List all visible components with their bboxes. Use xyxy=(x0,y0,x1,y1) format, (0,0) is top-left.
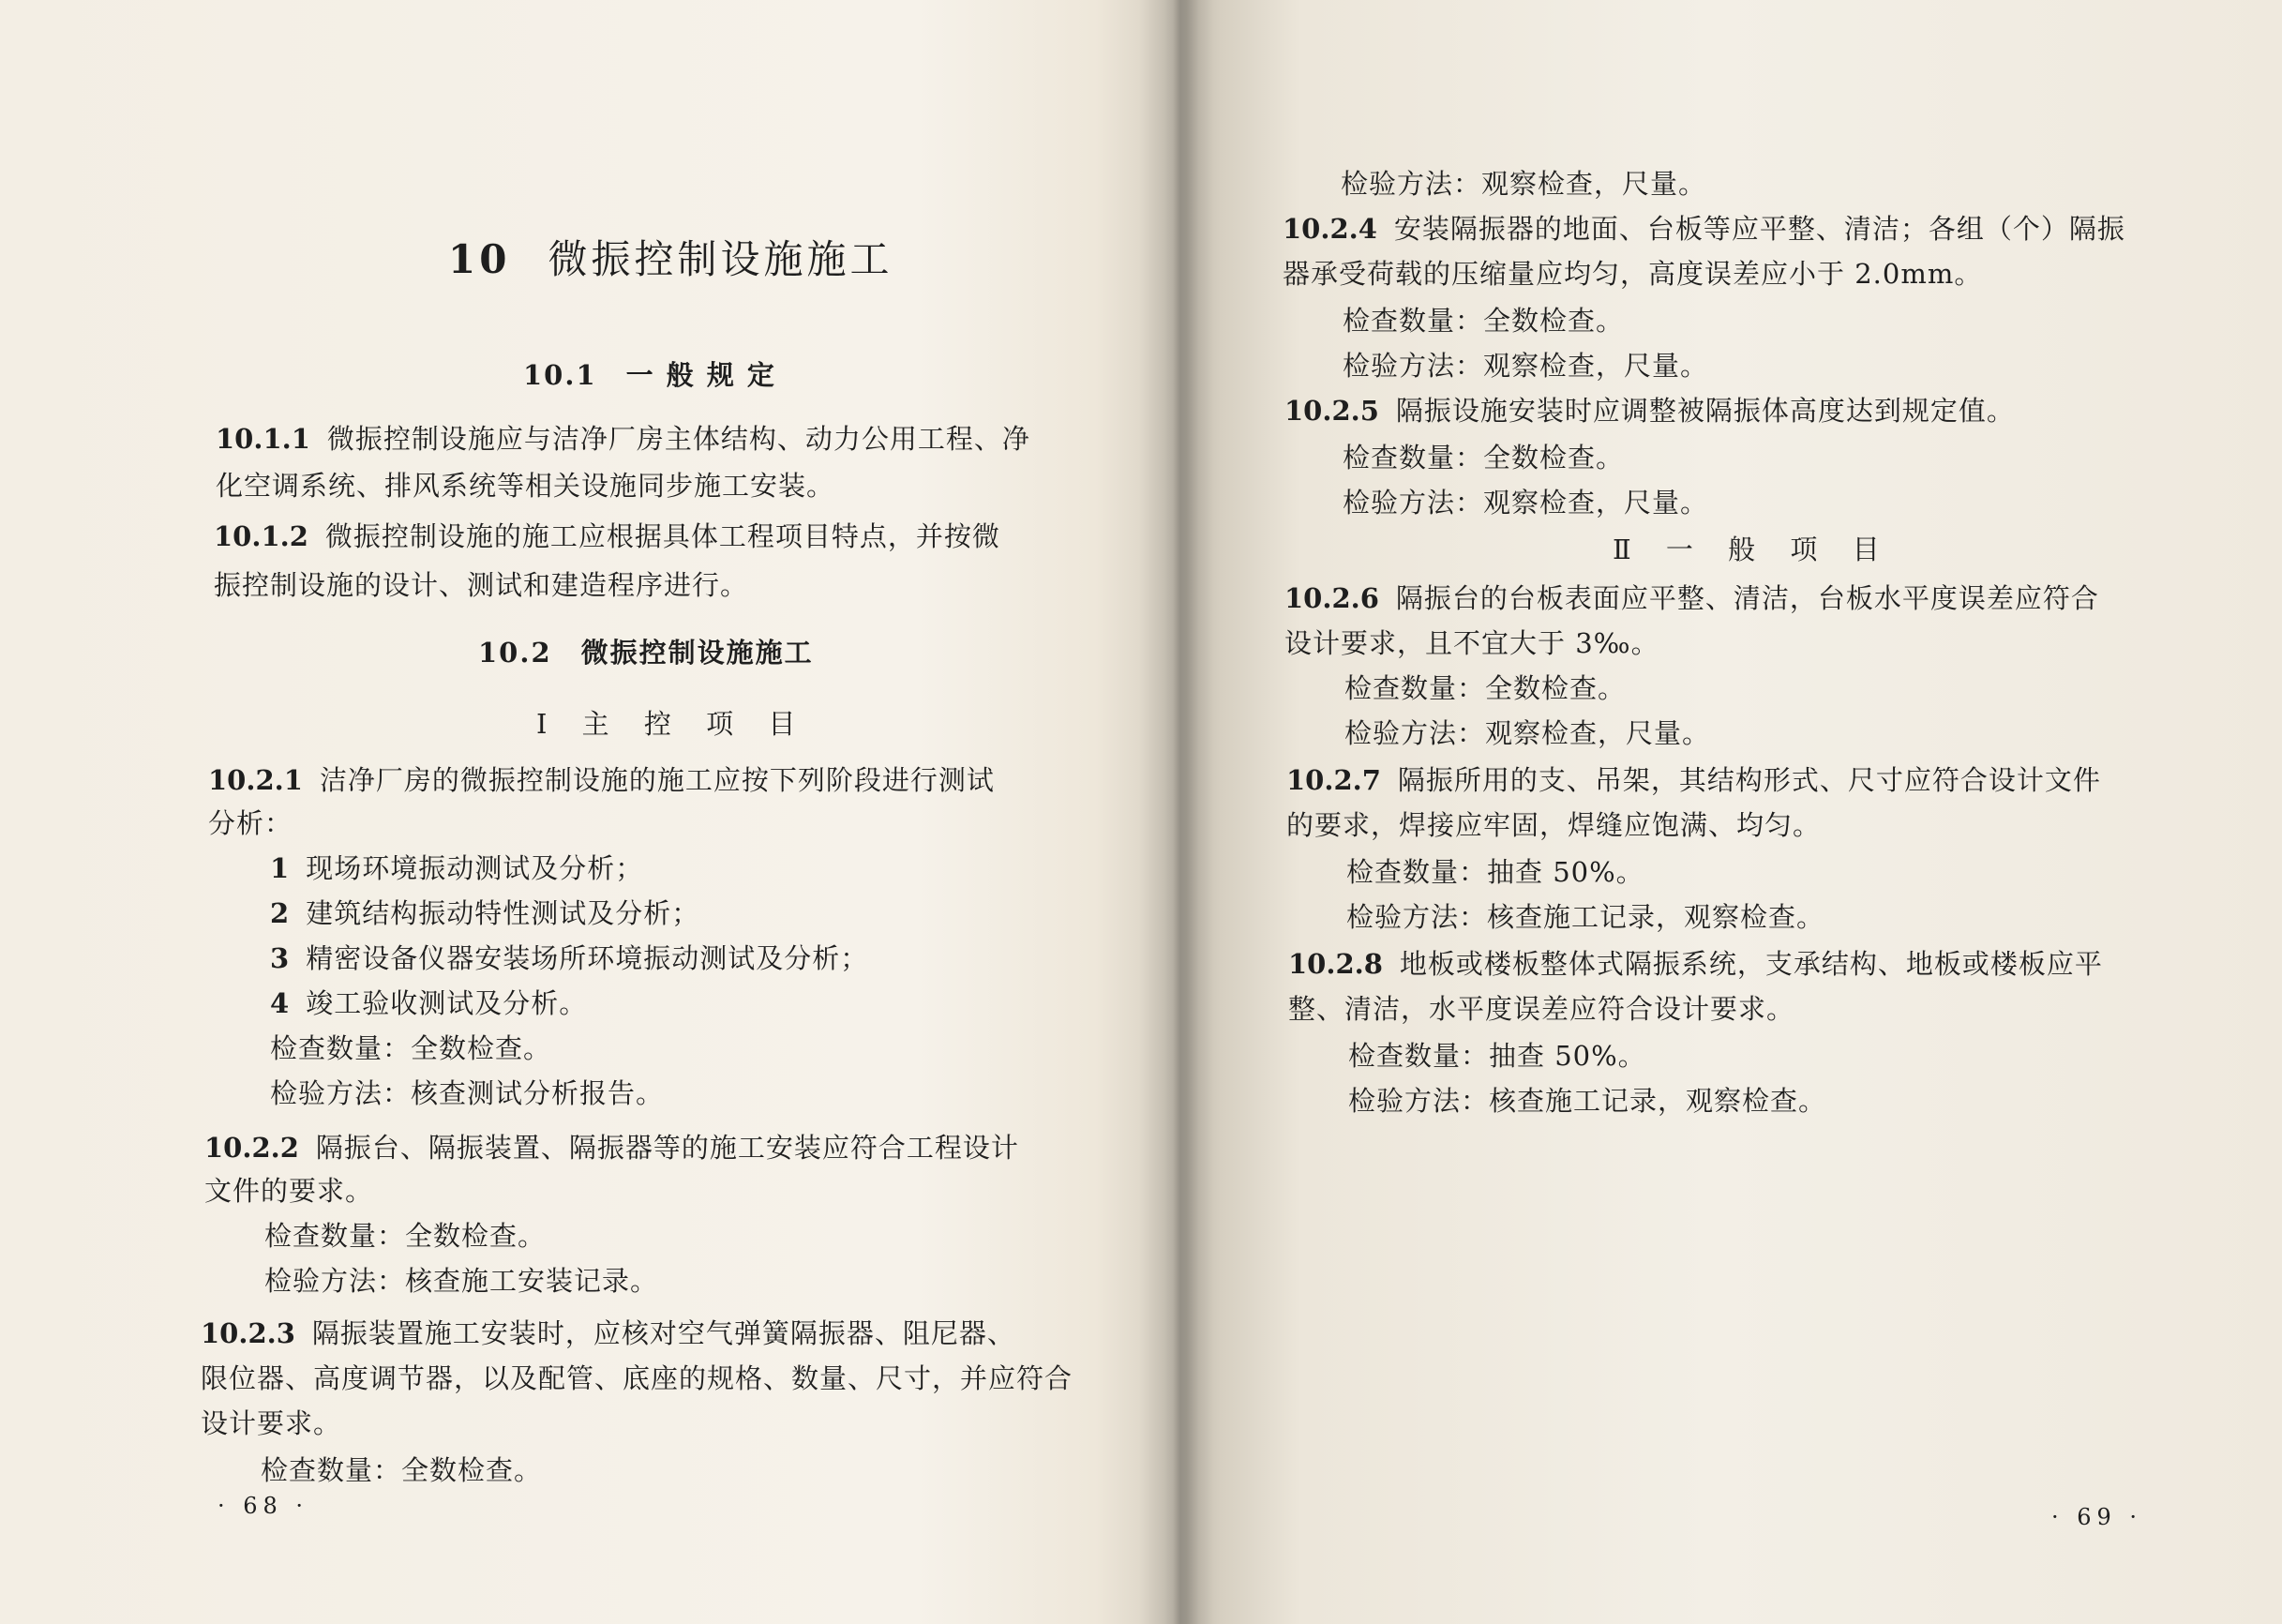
list-item xyxy=(270,850,643,887)
chapter-title: 微振控制设施施工 xyxy=(548,236,893,282)
clause-10-2-3-line2: 限位器、高度调节器，以及配管、底座的规格、数量、尺寸，并应符合 xyxy=(201,1362,1073,1394)
check-quantity: 检查数量：全数检查。 xyxy=(1343,305,1625,337)
clause-10-2-1-line2: 分析： xyxy=(208,807,293,839)
clause-10-1-2-line2: 振控制设施的设计、测试和建造程序进行。 xyxy=(214,569,749,601)
clause-10-2-3-line1 xyxy=(201,1315,1015,1352)
clause-10-2-1-line1 xyxy=(208,761,995,799)
check-quantity: 检查数量：全数检查。 xyxy=(264,1220,547,1252)
check-quantity: 检查数量：全数检查。 xyxy=(270,1032,552,1064)
clause-10-2-5-line1 xyxy=(1284,392,2015,429)
check-method: 检验方法：核查施工安装记录。 xyxy=(264,1265,659,1297)
clause-10-2-8-line2: 整、清洁，水平度误差应符合设计要求。 xyxy=(1288,993,1795,1025)
check-quantity: 检查数量：抽查 50%。 xyxy=(1348,1040,1646,1072)
page-number: · 69 · xyxy=(2051,1504,2143,1530)
subsection-general-items: Ⅱ 一 般 项 目 xyxy=(1613,534,1893,565)
list-item-text: 竣工验收测试及分析。 xyxy=(306,987,588,1019)
section-title-10-2: 10.2 微振控制设施施工 xyxy=(478,637,814,669)
clause-10-1-1-line2: 化空调系统、排风系统等相关设施同步施工安装。 xyxy=(216,470,835,502)
clause-10-2-4-line1 xyxy=(1283,210,2125,248)
clause-10-1-2-line1 xyxy=(214,518,1000,555)
clause-10-2-2-line1 xyxy=(204,1129,1019,1166)
clause-number: 10.2.7 xyxy=(1286,764,1381,796)
right-page xyxy=(1200,0,2282,1624)
check-method: 检验方法：核查测试分析报告。 xyxy=(270,1077,665,1109)
list-item xyxy=(270,985,587,1022)
clause-text: 安装隔振器的地面、台板等应平整、清洁；各组（个）隔振 xyxy=(1393,213,2125,245)
check-method: 检验方法：核查施工记录，观察检查。 xyxy=(1346,901,1825,933)
chapter-number: 10 xyxy=(448,236,511,282)
clause-number: 10.1.1 xyxy=(216,423,310,455)
check-quantity: 检查数量：抽查 50%。 xyxy=(1346,856,1644,888)
list-item-text: 现场环境振动测试及分析； xyxy=(306,852,644,884)
check-method: 检验方法：观察检查，尺量。 xyxy=(1343,487,1709,519)
clause-text: 隔振台的台板表面应平整、清洁，台板水平度误差应符合 xyxy=(1395,582,2099,614)
clause-number: 10.2.6 xyxy=(1284,582,1379,614)
list-item xyxy=(270,940,868,977)
list-item xyxy=(270,895,699,932)
check-quantity: 检查数量：全数检查。 xyxy=(261,1454,543,1486)
clause-10-2-7-line1 xyxy=(1286,761,2101,799)
clause-number: 10.2.8 xyxy=(1288,948,1383,980)
clause-text: 微振控制设施的施工应根据具体工程项目特点，并按微 xyxy=(324,520,1000,552)
check-method: 检验方法：核查施工记录，观察检查。 xyxy=(1348,1085,1827,1117)
check-method: 检验方法：观察检查，尺量。 xyxy=(1344,717,1711,749)
clause-10-2-3-line3: 设计要求。 xyxy=(201,1407,342,1439)
clause-10-2-6-line2: 设计要求，且不宜大于 3‰。 xyxy=(1284,627,1659,659)
clause-number: 10.1.2 xyxy=(214,520,308,552)
clause-10-2-4-line2: 器承受荷载的压缩量应均匀，高度误差应小于 2.0mm。 xyxy=(1283,258,1983,290)
clause-text: 隔振台、隔振装置、隔振器等的施工安装应符合工程设计 xyxy=(315,1132,1019,1164)
clause-text: 隔振装置施工安装时，应核对空气弹簧隔振器、阻尼器、 xyxy=(311,1317,1015,1349)
clause-number: 10.2.5 xyxy=(1284,395,1379,427)
clause-10-1-1-line1 xyxy=(216,420,1030,458)
list-item-number: 3 xyxy=(270,942,290,974)
check-method: 检验方法：观察检查，尺量。 xyxy=(1341,168,1707,200)
clause-10-2-7-line2: 的要求，焊接应牢固，焊缝应饱满、均匀。 xyxy=(1286,809,1822,841)
clause-10-2-8-line1 xyxy=(1288,945,2103,983)
list-item-number: 1 xyxy=(270,852,290,884)
clause-10-2-6-line1 xyxy=(1284,579,2099,617)
clause-text: 隔振设施安装时应调整被隔振体高度达到规定值。 xyxy=(1395,395,2015,427)
chapter-heading xyxy=(448,234,893,285)
clause-text: 洁净厂房的微振控制设施的施工应按下列阶段进行测试 xyxy=(319,764,995,796)
clause-number: 10.2.1 xyxy=(208,764,303,796)
check-quantity: 检查数量：全数检查。 xyxy=(1343,442,1625,474)
clause-10-2-2-line2: 文件的要求。 xyxy=(204,1175,374,1207)
clause-number: 10.2.4 xyxy=(1283,213,1377,245)
clause-text: 隔振所用的支、吊架，其结构形式、尺寸应符合设计文件 xyxy=(1397,764,2101,796)
check-quantity: 检查数量：全数检查。 xyxy=(1344,672,1627,704)
list-item-number: 4 xyxy=(270,987,290,1019)
list-item-text: 建筑结构振动特性测试及分析； xyxy=(306,897,700,929)
check-method: 检验方法：观察检查，尺量。 xyxy=(1343,350,1709,382)
clause-number: 10.2.3 xyxy=(201,1317,295,1349)
list-item-text: 精密设备仪器安装场所环境振动测试及分析； xyxy=(306,942,869,974)
clause-text: 微振控制设施应与洁净厂房主体结构、动力公用工程、净 xyxy=(326,423,1030,455)
page-number: · 68 · xyxy=(218,1493,309,1519)
section-title-10-1: 10.1 一 般 规 定 xyxy=(523,359,776,391)
clause-text: 地板或楼板整体式隔振系统，支承结构、地板或楼板应平 xyxy=(1399,948,2103,980)
subsection-main-items: Ⅰ 主 控 项 目 xyxy=(536,708,809,740)
list-item-number: 2 xyxy=(270,897,290,929)
clause-number: 10.2.2 xyxy=(204,1132,299,1164)
